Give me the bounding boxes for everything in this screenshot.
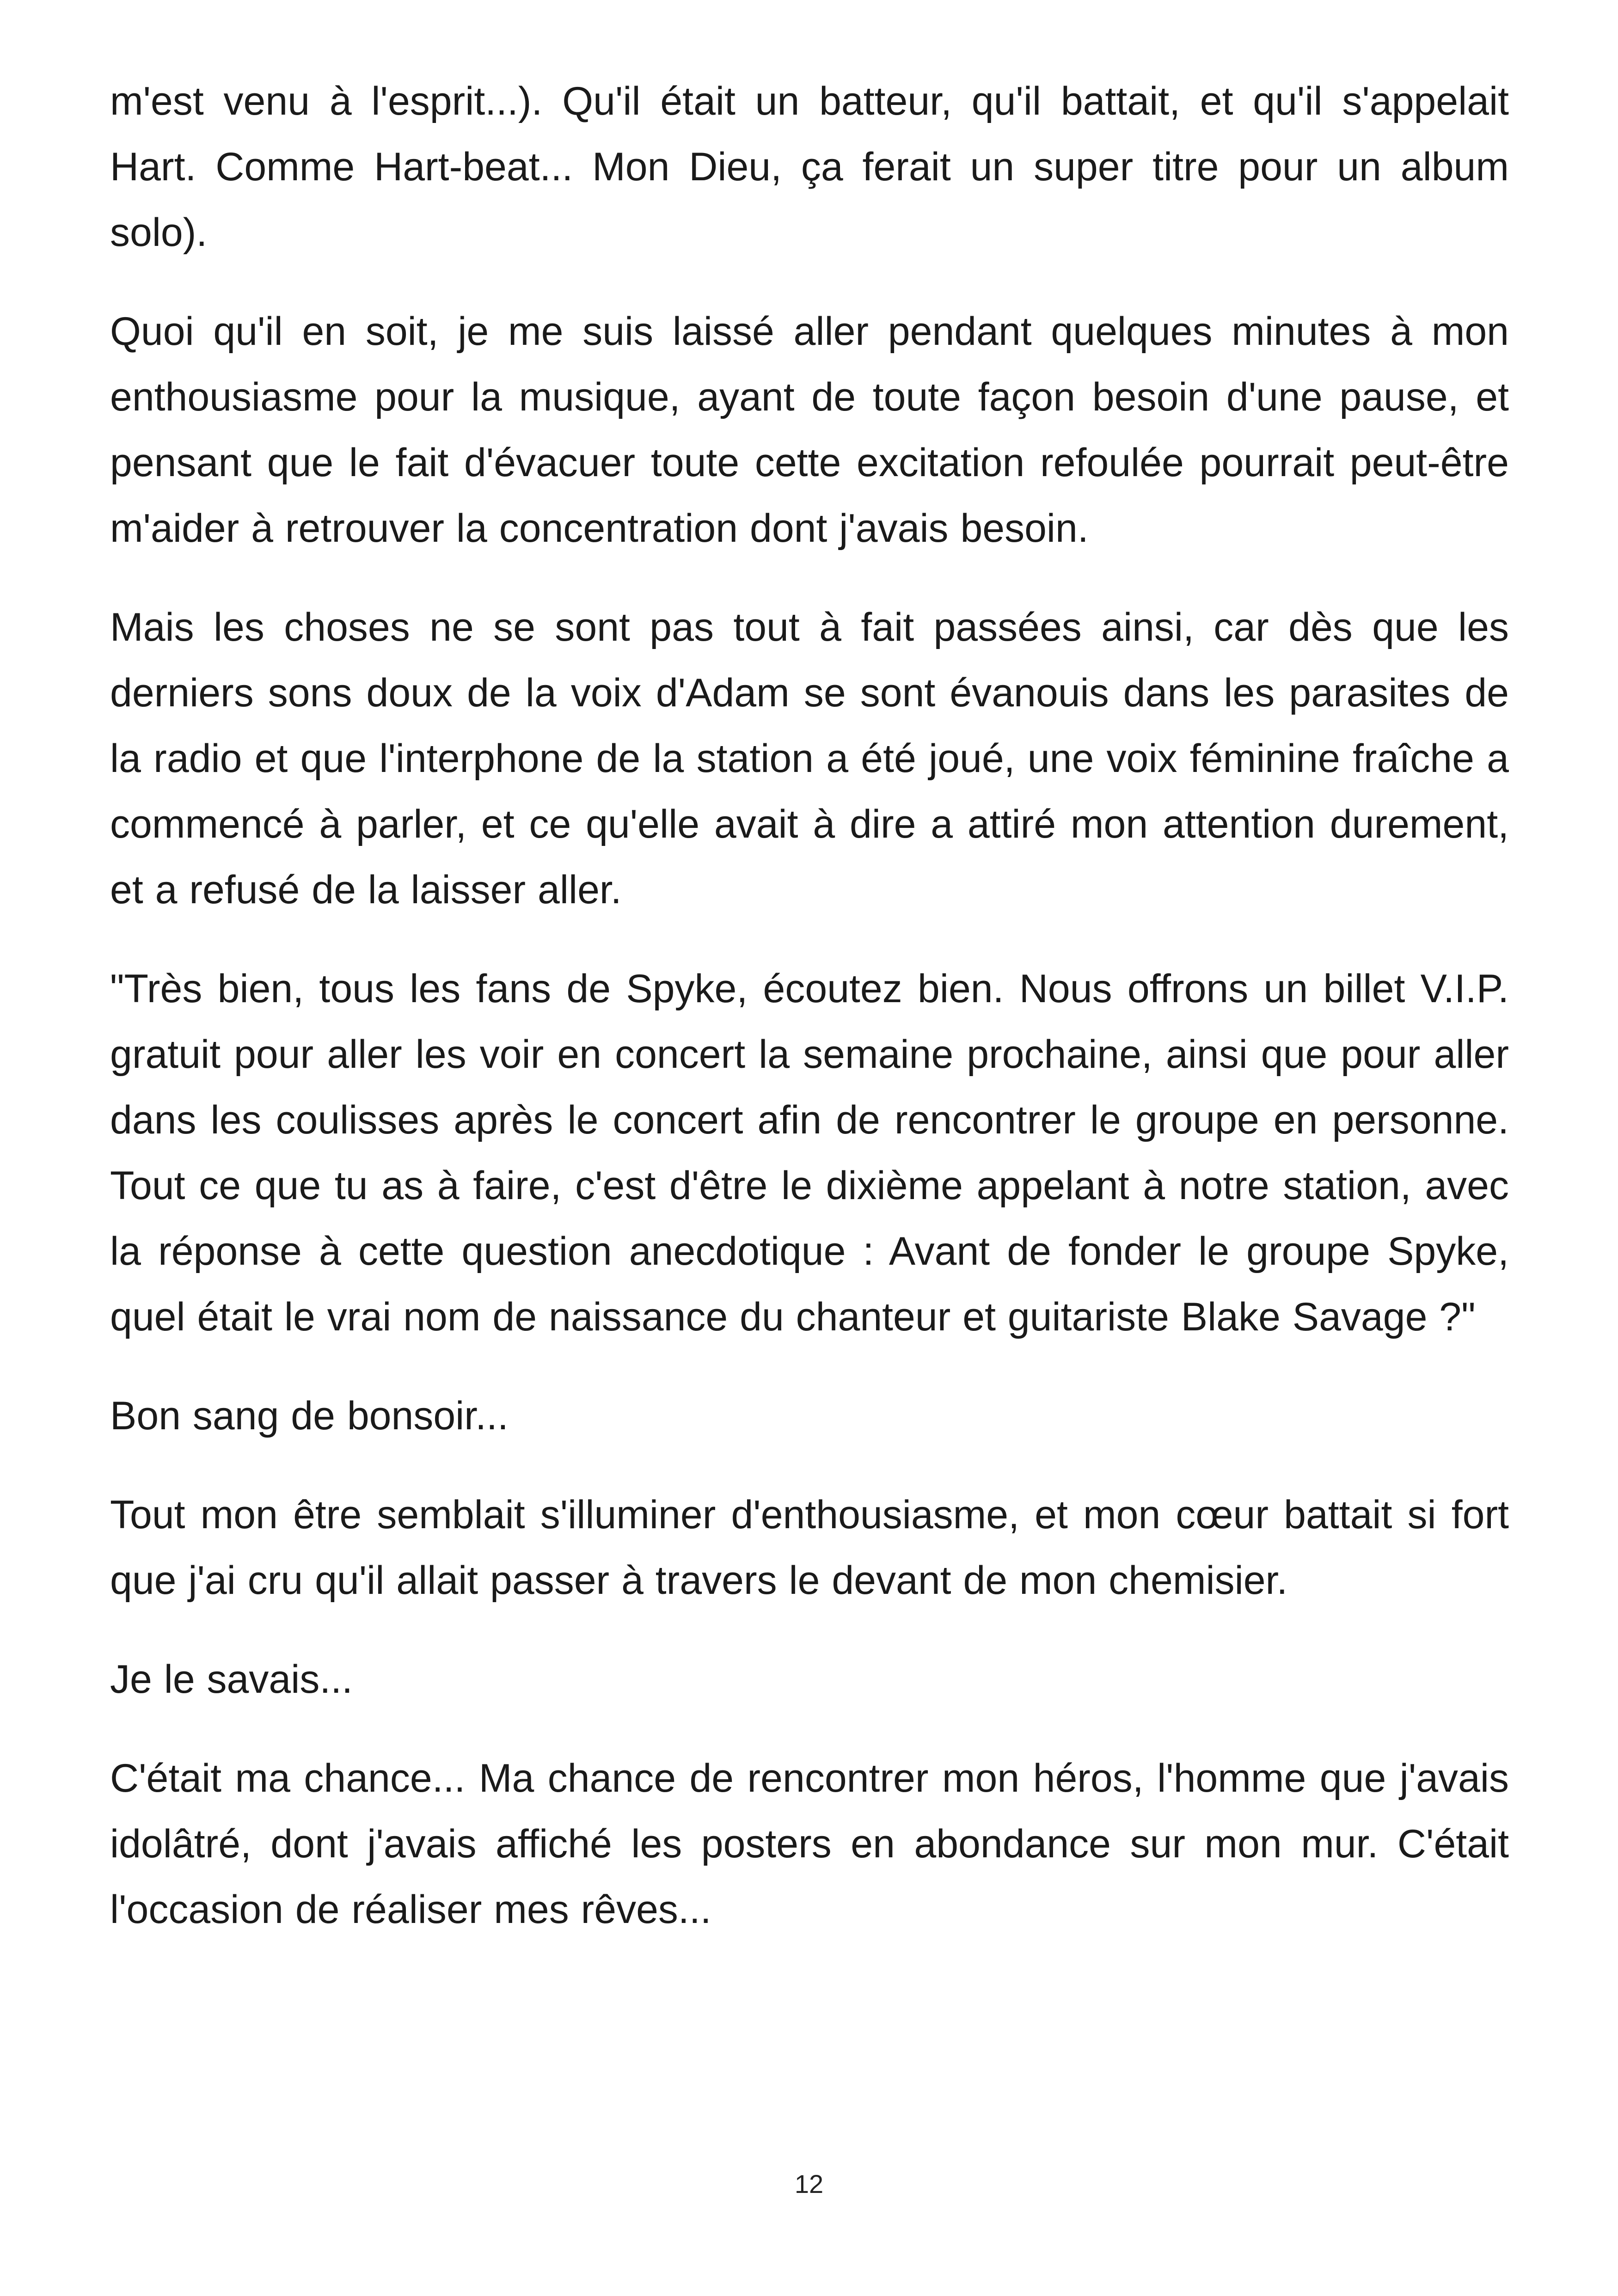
paragraph: "Très bien, tous les fans de Spyke, écoutez bien. Nous offrons un billet V.I.P. gratuit pour aller les voir en concert la semaine prochaine, ainsi que pour aller dans les coulisses après le concert afin de rencontrer le groupe en personne. Tout ce que tu as à faire, c'est d'être le dixième appelant à notre station, avec la réponse à cette question anecdotique : Avant de fonder le groupe Spyke, quel était le vrai nom de naissance du chanteur et guitariste Blake Savage ?" [110,967,1509,1339]
page-number: 12 [794,2169,824,2198]
paragraph: Tout mon être semblait s'illuminer d'enthousiasme, et mon cœur battait si fort que j'ai cru qu'il allait passer à travers le devant de mon chemisier. [110,1493,1509,1603]
paragraph: Mais les choses ne se sont pas tout à fait passées ainsi, car dès que les derniers sons doux de la voix d'Adam se sont évanouis dans les parasites de la radio et que l'interphone de la station a été joué, une voix féminine fraîche a commencé à parler, et ce qu'elle avait à dire a attiré mon attention durement, et a refusé de la laisser aller. [110,605,1509,912]
paragraph: Je le savais... [110,1657,353,1702]
paragraph: Bon sang de bonsoir... [110,1394,509,1438]
paragraph: m'est venu à l'esprit...). Qu'il était un batteur, qu'il battait, et qu'il s'appelait Hart. Comme Hart-beat... Mon Dieu, ça ferait un super titre pour un album solo). [110,79,1509,255]
paragraph: Quoi qu'il en soit, je me suis laissé aller pendant quelques minutes à mon enthousiasme pour la musique, ayant de toute façon besoin d'une pause, et pensant que le fait d'évacuer toute cette excitation refoulée pourrait peut-être m'aider à retrouver la concentration dont j'avais besoin. [110,309,1509,551]
paragraph: C'était ma chance... Ma chance de rencontrer mon héros, l'homme que j'avais idolâtré, dont j'avais affiché les posters en abondance sur mon mur. C'était l'occasion de réaliser mes rêves... [110,1756,1509,1932]
document-body [110,68,1509,1976]
